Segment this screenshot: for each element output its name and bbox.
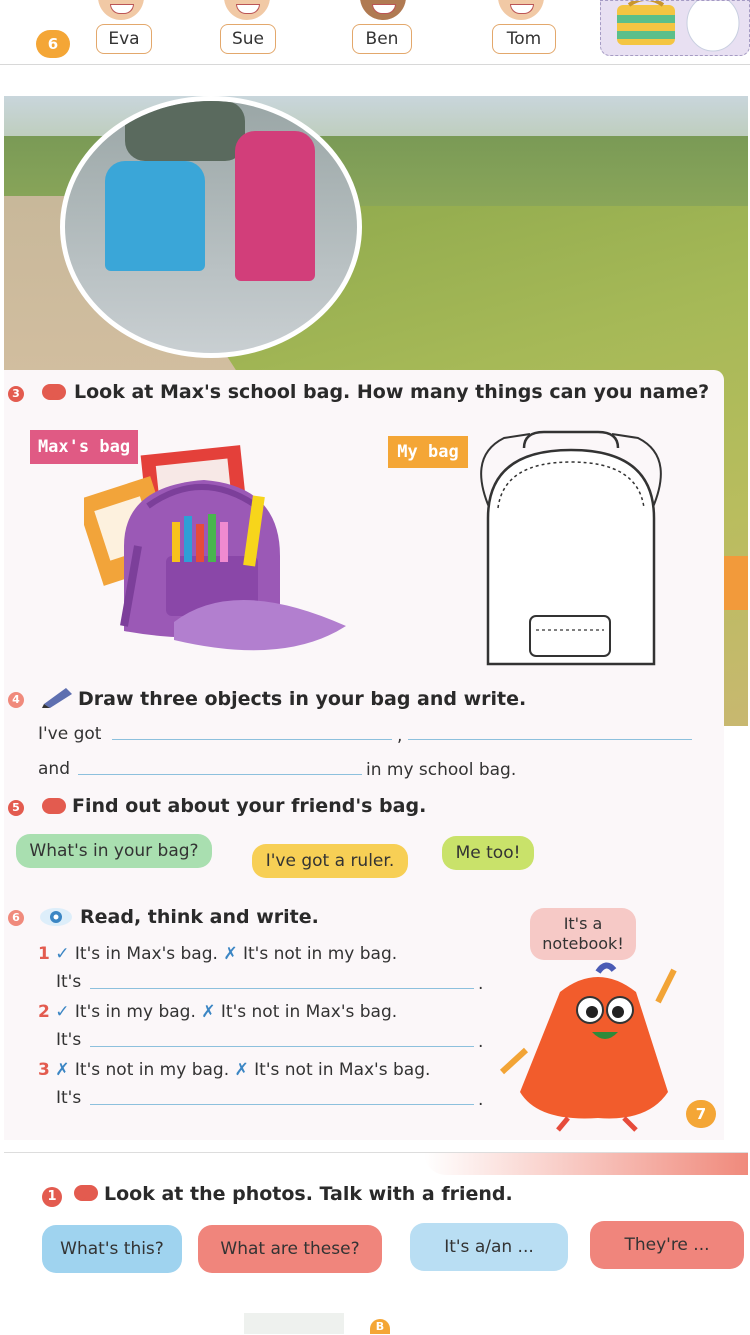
monster-speech-bubble	[530, 908, 636, 960]
full-stop: .	[478, 974, 484, 994]
sentence-start: and	[38, 759, 70, 779]
exercise-panel	[4, 370, 724, 1140]
answer-start: It's	[56, 1088, 82, 1108]
statement-b: It's not in Max's bag.	[254, 1060, 431, 1080]
bag-stripes-icon	[601, 1, 749, 55]
name-tag-tom: Tom	[492, 24, 556, 54]
cross-icon: ✗	[234, 1060, 249, 1080]
speech-bubble: I've got a ruler.	[252, 844, 408, 878]
full-stop: .	[478, 1090, 484, 1110]
speech-bubble: What's this?	[42, 1225, 182, 1273]
name-tag-sue: Sue	[220, 24, 276, 54]
exercise-number: 4	[8, 692, 24, 708]
avatar-sue	[214, 0, 280, 24]
cross-icon: ✗	[201, 1002, 216, 1022]
statement-row	[38, 944, 397, 964]
bag-illustration-panel	[600, 0, 750, 56]
answer-start: It's	[56, 1030, 82, 1050]
speech-line: notebook!	[542, 934, 624, 953]
write-line[interactable]	[90, 1104, 474, 1105]
my-bag-label: My bag	[388, 436, 468, 468]
speech-bubble: Me too!	[442, 836, 534, 870]
write-line[interactable]	[90, 988, 474, 989]
write-line[interactable]	[408, 739, 692, 740]
write-line[interactable]	[78, 774, 362, 775]
cross-icon: ✗	[223, 944, 238, 964]
item-number: 1	[38, 944, 50, 964]
item-number: 3	[38, 1060, 50, 1080]
item-number: 2	[38, 1002, 50, 1022]
statement-row	[38, 1060, 430, 1080]
sentence-start: I've got	[38, 724, 102, 744]
name-tag-ben: Ben	[352, 24, 412, 54]
children-photo-circle	[60, 96, 362, 358]
speech-icon	[42, 384, 66, 400]
orange-monster-icon	[498, 962, 688, 1132]
statement-a: It's in Max's bag.	[74, 944, 218, 964]
speech-bubble: What's in your bag?	[16, 834, 212, 868]
statement-b: It's not in my bag.	[242, 944, 398, 964]
comma: ,	[397, 726, 403, 746]
write-line[interactable]	[90, 1046, 474, 1047]
page-edge-tab	[720, 556, 748, 610]
page-number-badge: 6	[36, 30, 70, 58]
exercise-number: 6	[8, 910, 24, 926]
exercise-title: Look at Max's school bag. How many things can you name?	[74, 381, 710, 403]
speech-bubble: They're ...	[590, 1221, 744, 1269]
pencil-icon	[40, 684, 74, 708]
speech-line: It's a	[563, 914, 603, 933]
photo-edge	[244, 1313, 344, 1334]
statement-row	[38, 1002, 397, 1022]
decorative-stripe	[424, 1153, 748, 1175]
exercise-number: 3	[8, 386, 24, 402]
full-stop: .	[478, 1032, 484, 1052]
photo-label-badge: B	[370, 1319, 390, 1334]
speech-bubble: It's a/an ...	[410, 1223, 568, 1271]
exercise-number: 1	[42, 1187, 62, 1207]
tick-icon: ✓	[55, 1002, 70, 1022]
tick-icon: ✓	[55, 944, 70, 964]
eye-icon	[38, 906, 74, 928]
speech-icon	[42, 798, 66, 814]
exercise-title: Find out about your friend's bag.	[72, 795, 427, 817]
cross-icon: ✗	[55, 1060, 70, 1080]
avatar-tom	[488, 0, 554, 24]
avatar-eva	[88, 0, 154, 24]
exercise-title: Look at the photos. Talk with a friend.	[104, 1183, 513, 1205]
exercise-title: Read, think and write.	[80, 906, 319, 928]
empty-backpack-outline-icon	[464, 428, 678, 672]
purple-backpack-icon	[84, 426, 356, 666]
speech-bubble: What are these?	[198, 1225, 382, 1273]
speech-icon	[74, 1185, 98, 1201]
statement-b: It's not in Max's bag.	[220, 1002, 398, 1022]
next-page	[4, 1152, 748, 1334]
write-line[interactable]	[112, 739, 392, 740]
page-number-badge: 7	[686, 1100, 716, 1128]
name-tag-eva: Eva	[96, 24, 152, 54]
avatar-ben	[350, 0, 416, 24]
exercise-number: 5	[8, 800, 24, 816]
statement-a: It's in my bag.	[74, 1002, 196, 1022]
sentence-end: in my school bag.	[366, 760, 517, 780]
previous-page-strip	[0, 0, 750, 65]
statement-a: It's not in my bag.	[74, 1060, 230, 1080]
answer-start: It's	[56, 972, 82, 992]
max-bag-label: Max's bag	[30, 430, 138, 464]
exercise-title: Draw three objects in your bag and write.	[78, 688, 527, 710]
